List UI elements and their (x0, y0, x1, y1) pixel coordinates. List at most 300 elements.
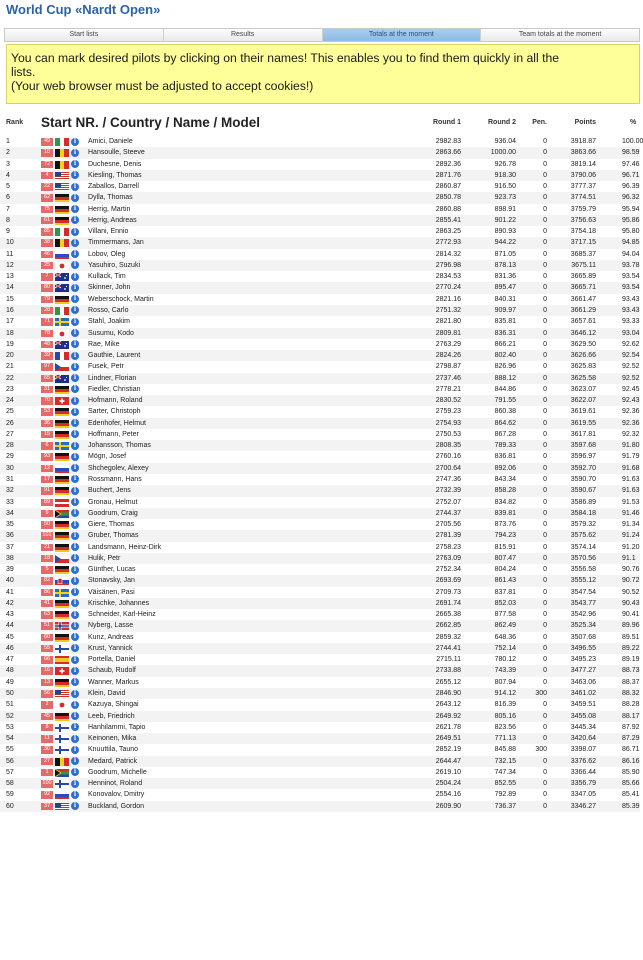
pilot-name-link[interactable]: Landsmann, Heinz-Dirk (88, 543, 162, 551)
percent-cell: 96.32 (622, 194, 640, 202)
percent-cell: 95.80 (622, 228, 640, 236)
pilot-name-link[interactable]: Mögn, Josef (88, 453, 127, 461)
round1-cell: 2860.88 (435, 205, 461, 213)
rank-cell: 26 (6, 419, 14, 427)
penalty-cell: 0 (543, 611, 547, 619)
table-row (0, 609, 640, 620)
rank-cell: 51 (6, 701, 14, 709)
points-cell: 3556.58 (570, 566, 596, 574)
round1-cell: 2554.16 (435, 791, 461, 799)
pilot-name-link[interactable]: Gauthie, Laurent (88, 352, 141, 360)
rank-cell: 12 (6, 261, 14, 269)
pilot-name-link[interactable]: Weberschock, Martin (88, 295, 154, 303)
info-icon[interactable]: i (71, 599, 79, 607)
de-flag-icon (55, 206, 69, 214)
table-row (0, 361, 640, 372)
de-flag-icon (55, 431, 69, 439)
round2-cell: 807.94 (494, 678, 516, 686)
percent-cell: 88.73 (622, 667, 640, 675)
round2-cell: 890.93 (494, 228, 516, 236)
round2-cell: 916.50 (494, 183, 516, 191)
table-row (0, 440, 640, 451)
round1-cell: 2760.16 (435, 453, 461, 461)
au-flag-icon (55, 284, 69, 292)
be-flag-icon (55, 758, 69, 766)
pilot-name-link[interactable]: Fiedler, Christian (88, 385, 141, 393)
notice-line-3: (Your web browser must be adjusted to accept cookies!) (11, 79, 314, 93)
info-icon[interactable]: i (71, 340, 79, 348)
info-icon[interactable]: i (71, 554, 79, 562)
round1-cell: 2752.07 (435, 498, 461, 506)
round2-cell: 862.49 (494, 622, 516, 630)
table-row (0, 271, 640, 282)
points-cell: 3376.62 (570, 757, 596, 765)
round1-cell: 2504.24 (435, 780, 461, 788)
round1-cell: 2855.41 (435, 216, 461, 224)
pilot-name-link[interactable]: Lobov, Oleg (88, 250, 126, 258)
round2-cell: 864.62 (494, 419, 516, 427)
round1-cell: 2808.35 (435, 442, 461, 450)
info-icon[interactable]: i (71, 306, 79, 314)
pilot-name-link[interactable]: Günther, Lucas (88, 566, 136, 574)
points-cell: 3555.12 (570, 577, 596, 585)
pilot-name-link[interactable]: Herrig, Andreas (88, 216, 137, 224)
be-flag-icon (55, 149, 69, 157)
pilot-name-link[interactable]: Villani, Ennio (88, 228, 129, 236)
info-icon[interactable]: i (71, 329, 79, 337)
points-cell: 3445.34 (570, 723, 596, 731)
rank-cell: 25 (6, 408, 14, 416)
pilot-name-link[interactable]: Edenhofer, Helmut (88, 419, 146, 427)
percent-cell: 91.34 (622, 521, 640, 529)
start-number-badge: 39 (41, 352, 53, 360)
points-cell: 3455.08 (570, 712, 596, 720)
penalty-cell: 0 (543, 768, 547, 776)
pilot-name-link[interactable]: Goodrum, Craig (88, 509, 138, 517)
round1-cell: 2852.19 (435, 746, 461, 754)
info-icon[interactable]: i (71, 611, 79, 619)
start-number-badge: 15 (41, 431, 53, 439)
penalty-cell: 0 (543, 475, 547, 483)
pilot-name-link[interactable]: Hulik, Petr (88, 554, 121, 562)
header-points: Points (574, 119, 596, 126)
info-icon[interactable]: i (71, 532, 79, 540)
percent-cell: 92.36 (622, 408, 640, 416)
info-icon[interactable]: i (71, 228, 79, 236)
us-flag-icon (55, 803, 69, 811)
info-icon[interactable]: i (71, 757, 79, 765)
round2-cell: 802.40 (494, 352, 516, 360)
pilot-name-link[interactable]: Fusek, Petr (88, 363, 124, 371)
za-flag-icon (55, 769, 69, 777)
info-icon[interactable]: i (71, 250, 79, 258)
info-icon[interactable]: i (71, 171, 79, 179)
sk-flag-icon (55, 577, 69, 585)
info-icon[interactable]: i (71, 430, 79, 438)
points-cell: 3543.77 (570, 599, 596, 607)
percent-cell: 91.68 (622, 464, 640, 472)
percent-cell: 92.32 (622, 430, 640, 438)
points-cell: 3790.06 (570, 171, 596, 179)
tab-results[interactable]: Results (164, 29, 323, 41)
points-cell: 3459.51 (570, 701, 596, 709)
table-row (0, 733, 640, 744)
info-icon[interactable]: i (71, 239, 79, 247)
pilot-name-link[interactable]: Hanhilammi, Tapio (88, 723, 146, 731)
rank-cell: 39 (6, 566, 14, 574)
info-icon[interactable]: i (71, 509, 79, 517)
pilot-name-link[interactable]: Krischke, Johannes (88, 599, 150, 607)
info-icon[interactable]: i (71, 588, 79, 596)
info-icon[interactable]: i (71, 667, 79, 675)
round1-cell: 2982.83 (435, 138, 461, 145)
jp-flag-icon (55, 701, 69, 709)
round2-cell: 845.88 (494, 746, 516, 754)
start-number-badge: 1 (41, 769, 53, 777)
pilot-name-link[interactable]: Gruber, Thomas (88, 532, 139, 540)
info-icon[interactable]: i (71, 363, 79, 371)
round1-cell: 2834.53 (435, 273, 461, 281)
pilot-name-link[interactable]: Schaub, Rudolf (88, 667, 136, 675)
start-number-badge: 101 (42, 532, 52, 539)
info-icon[interactable]: i (71, 149, 79, 157)
pilot-name-link[interactable]: Kunz, Andreas (88, 633, 134, 641)
info-icon[interactable]: i (71, 284, 79, 292)
round1-cell: 2863.66 (435, 149, 461, 157)
info-icon[interactable]: i (71, 690, 79, 698)
penalty-cell: 0 (543, 149, 547, 157)
round1-cell: 2763.29 (435, 340, 461, 348)
rank-cell: 33 (6, 498, 14, 506)
penalty-cell: 0 (543, 588, 547, 596)
pilot-name-link[interactable]: Zaballos, Darrell (88, 183, 139, 191)
percent-cell: 91.80 (622, 442, 640, 450)
rank-cell: 49 (6, 678, 14, 686)
pilot-name-link[interactable]: Keinonen, Mika (88, 735, 137, 743)
info-icon[interactable]: i (71, 622, 79, 630)
round1-cell: 2737.46 (435, 374, 461, 382)
pilot-name-link[interactable]: Sarter, Christoph (88, 408, 141, 416)
percent-cell: 85.90 (622, 768, 640, 776)
table-row (0, 722, 640, 733)
pilot-name-link[interactable]: Wanner, Markus (88, 678, 139, 686)
rank-cell: 53 (6, 723, 14, 731)
ch-flag-icon (55, 397, 69, 405)
penalty-cell: 0 (543, 622, 547, 630)
points-cell: 3661.47 (570, 295, 596, 303)
info-icon[interactable]: i (71, 498, 79, 506)
rank-cell: 2 (6, 149, 10, 157)
table-row (0, 406, 640, 417)
round2-cell: 836.31 (494, 329, 516, 337)
table-row (0, 767, 640, 778)
info-icon[interactable]: i (71, 318, 79, 326)
penalty-cell: 0 (543, 656, 547, 664)
info-icon[interactable]: i (71, 746, 79, 754)
table-row (0, 294, 640, 305)
rank-cell: 41 (6, 588, 14, 596)
pilot-name-link[interactable]: Timmermans, Jan (88, 239, 144, 247)
round1-cell: 2814.32 (435, 250, 461, 258)
pilot-name-link[interactable]: Klein, David (88, 690, 126, 698)
info-icon[interactable]: i (71, 566, 79, 574)
table-row (0, 632, 640, 643)
points-cell: 3675.11 (571, 261, 596, 269)
info-icon[interactable]: i (71, 194, 79, 202)
table-row (0, 463, 640, 474)
header-penalty: Pen. (532, 119, 547, 126)
pilot-name-link[interactable]: Kazuya, Shingai (88, 701, 139, 709)
rank-cell: 13 (6, 273, 14, 281)
start-number-badge: 75 (41, 206, 53, 214)
info-icon[interactable]: i (71, 543, 79, 551)
info-icon[interactable]: i (71, 408, 79, 416)
penalty-cell: 0 (543, 509, 547, 517)
info-icon[interactable]: i (71, 442, 79, 450)
info-icon[interactable]: i (71, 138, 79, 146)
info-icon[interactable]: i (71, 205, 79, 213)
pilot-name-link[interactable]: Johansson, Thomas (88, 442, 151, 450)
info-icon[interactable]: i (71, 735, 79, 743)
pilot-name-link[interactable]: Stonavsky, Jan (88, 577, 135, 585)
round1-cell: 2859.32 (435, 633, 461, 641)
au-flag-icon (55, 273, 69, 281)
tab-start-lists[interactable]: Start lists (5, 29, 164, 41)
round1-cell: 2649.92 (435, 712, 461, 720)
info-icon[interactable]: i (71, 385, 79, 393)
round1-cell: 2662.85 (435, 622, 461, 630)
round1-cell: 2619.10 (435, 768, 461, 776)
pilot-name-link[interactable]: Susumu, Kodo (88, 329, 134, 337)
info-icon[interactable]: i (71, 701, 79, 709)
pilot-name-link[interactable]: Krust, Yannick (88, 644, 133, 652)
info-icon[interactable]: i (71, 791, 79, 799)
points-cell: 3420.64 (570, 735, 596, 743)
au-flag-icon (55, 375, 69, 383)
penalty-cell: 0 (543, 712, 547, 720)
info-icon[interactable]: i (71, 712, 79, 720)
pilot-name-link[interactable]: Kiesling, Thomas (88, 171, 142, 179)
info-icon[interactable]: i (71, 295, 79, 303)
pilot-name-link[interactable]: Rae, Mike (88, 340, 120, 348)
pilot-name-link[interactable]: Nyberg, Lasse (88, 622, 134, 630)
rank-cell: 52 (6, 712, 14, 720)
start-number-badge: 5 (41, 566, 53, 574)
round1-cell: 2649.51 (435, 735, 461, 743)
ch-flag-icon (55, 667, 69, 675)
pilot-name-link[interactable]: Hoffmann, Peter (88, 430, 139, 438)
percent-cell: 90.43 (622, 599, 640, 607)
pilot-name-link[interactable]: Amici, Daniele (88, 138, 133, 145)
pilot-name-link[interactable]: Herrig, Martin (88, 205, 131, 213)
percent-cell: 87.92 (622, 723, 640, 731)
points-cell: 3356.79 (570, 780, 596, 788)
pilot-name-link[interactable]: Stahl, Joakim (88, 318, 131, 326)
pilot-name-link[interactable]: Dylla, Thomas (88, 194, 133, 202)
info-icon[interactable]: i (71, 633, 79, 641)
round2-cell: 807.47 (494, 554, 516, 562)
rank-cell: 28 (6, 442, 14, 450)
round1-cell: 2772.93 (435, 239, 461, 247)
round1-cell: 2892.36 (435, 160, 461, 168)
de-flag-icon (55, 600, 69, 608)
round1-cell: 2643.12 (435, 701, 461, 709)
points-cell: 3507.68 (570, 633, 596, 641)
start-number-badge: 92 (41, 791, 53, 799)
round1-cell: 2821.80 (435, 318, 461, 326)
pilot-name-link[interactable]: Buchert, Jens (88, 487, 131, 495)
round1-cell: 2863.25 (435, 228, 461, 236)
start-number-badge: 6 (41, 442, 53, 450)
points-cell: 3717.15 (570, 239, 596, 247)
pilot-name-link[interactable]: Knuuttila, Tauno (88, 746, 139, 754)
pilot-name-link[interactable]: Kullack, Tim (88, 273, 126, 281)
pilot-name-link[interactable]: Goodrum, Michelle (88, 768, 147, 776)
info-icon[interactable]: i (71, 780, 79, 788)
penalty-cell: 0 (543, 678, 547, 686)
pilot-name-link[interactable]: Leeb, Friedrich (88, 712, 135, 720)
pilot-name-link[interactable]: Duchesne, Denis (88, 160, 142, 168)
round1-cell: 2846.90 (435, 690, 461, 698)
start-number-badge: 82 (41, 577, 53, 585)
de-flag-icon (55, 194, 69, 202)
info-icon[interactable]: i (71, 273, 79, 281)
rank-cell: 5 (6, 183, 10, 191)
notice-line-1: You can mark desired pilots by clicking on their names! This enables you to find them quickly in all the (11, 51, 560, 65)
percent-cell: 92.36 (622, 419, 640, 427)
pilot-name-link[interactable]: Rossmann, Hans (88, 475, 142, 483)
rank-cell: 44 (6, 622, 14, 630)
info-icon[interactable]: i (71, 678, 79, 686)
round2-cell: 834.82 (494, 498, 516, 506)
info-icon[interactable]: i (71, 453, 79, 461)
info-icon[interactable]: i (71, 374, 79, 382)
pilot-name-link[interactable]: Yasuhiro, Suzuki (88, 261, 141, 269)
tab-team-totals[interactable]: Team totals at the moment (481, 29, 639, 41)
info-icon[interactable]: i (71, 216, 79, 224)
info-icon[interactable]: i (71, 397, 79, 405)
points-cell: 3574.14 (570, 543, 596, 551)
rank-cell: 50 (6, 690, 14, 698)
round2-cell: 877.58 (494, 611, 516, 619)
round2-cell: 837.81 (494, 588, 516, 596)
be-flag-icon (55, 239, 69, 247)
info-icon[interactable]: i (71, 183, 79, 191)
pilot-name-link[interactable]: Portella, Daniel (88, 656, 136, 664)
points-cell: 3590.70 (570, 475, 596, 483)
pilot-name-link[interactable]: Schneider, Karl-Heinz (88, 611, 156, 619)
pilot-name-link[interactable]: Giere, Thomas (88, 521, 135, 529)
table-row (0, 215, 640, 226)
info-icon[interactable]: i (71, 723, 79, 731)
info-icon[interactable]: i (71, 487, 79, 495)
info-icon[interactable]: i (71, 577, 79, 585)
pilot-name-link[interactable]: Henninot, Roland (88, 780, 143, 788)
penalty-cell: 0 (543, 667, 547, 675)
info-icon[interactable]: i (71, 521, 79, 529)
info-icon[interactable]: i (71, 656, 79, 664)
pilot-name-link[interactable]: Gronau, Helmut (88, 498, 138, 506)
penalty-cell: 0 (543, 171, 547, 179)
table-row (0, 756, 640, 767)
start-number-badge: 17 (41, 476, 53, 484)
round1-cell: 2700.64 (435, 464, 461, 472)
ru-flag-icon (55, 791, 69, 799)
info-icon[interactable]: i (71, 464, 79, 472)
points-cell: 3759.79 (570, 205, 596, 213)
rank-cell: 38 (6, 554, 14, 562)
tab-totals-at-the-moment[interactable]: Totals at the moment (323, 29, 482, 41)
pilot-name-link[interactable]: Hansoulle, Steeve (88, 149, 145, 157)
pilot-name-link[interactable]: Lindner, Florian (88, 374, 137, 382)
rank-cell: 18 (6, 329, 14, 337)
info-icon[interactable]: i (71, 419, 79, 427)
start-number-badge: 31 (41, 386, 53, 394)
penalty-cell: 0 (543, 701, 547, 709)
points-cell: 3629.50 (570, 340, 596, 348)
rank-cell: 59 (6, 791, 14, 799)
info-icon[interactable]: i (71, 768, 79, 776)
percent-cell: 85.39 (622, 802, 640, 810)
pilot-name-link[interactable]: Hofmann, Roland (88, 397, 143, 405)
penalty-cell: 0 (543, 442, 547, 450)
pilot-name-link[interactable]: Shchegolev, Alexey (88, 464, 149, 472)
pilot-name-link[interactable]: Buckland, Gordon (88, 802, 145, 810)
table-row (0, 260, 640, 271)
start-number-badge: 27 (41, 758, 53, 766)
table-row (0, 316, 640, 327)
info-icon[interactable]: i (71, 644, 79, 652)
round2-cell: 732.15 (494, 757, 516, 765)
penalty-cell: 0 (543, 566, 547, 574)
points-cell: 3657.61 (570, 318, 596, 326)
penalty-cell: 0 (543, 408, 547, 416)
table-row (0, 384, 640, 395)
table-row (0, 485, 640, 496)
table-row (0, 699, 640, 710)
round2-cell: 780.12 (494, 656, 516, 664)
table-row (0, 519, 640, 530)
info-icon[interactable]: i (71, 802, 79, 810)
start-number-badge: 8 (41, 724, 53, 732)
fi-flag-icon (55, 645, 69, 653)
info-icon[interactable]: i (71, 352, 79, 360)
pilot-name-link[interactable]: Skinner, John (88, 284, 131, 292)
points-cell: 3597.68 (570, 442, 596, 450)
info-icon[interactable]: i (71, 475, 79, 483)
points-cell: 3622.07 (570, 397, 596, 405)
start-number-badge: 21 (41, 544, 53, 552)
table-row (0, 429, 640, 440)
info-icon[interactable]: i (71, 261, 79, 269)
points-cell: 3575.62 (570, 532, 596, 540)
pilot-name-link[interactable]: Väisänen, Pasi (88, 588, 135, 596)
round1-cell: 2860.87 (435, 183, 461, 191)
pilot-name-link[interactable]: Konovalov, Dmitry (88, 791, 145, 799)
pilot-name-link[interactable]: Rosso, Carlo (88, 306, 129, 314)
pilot-name-link[interactable]: Medard, Patrick (88, 757, 138, 765)
round1-cell: 2732.39 (435, 487, 461, 495)
de-flag-icon (55, 408, 69, 416)
table-row (0, 204, 640, 215)
info-icon[interactable]: i (71, 160, 79, 168)
rank-cell: 30 (6, 464, 14, 472)
table-row (0, 451, 640, 462)
rank-cell: 36 (6, 532, 14, 540)
rank-cell: 27 (6, 430, 14, 438)
points-cell: 3665.71 (570, 284, 596, 292)
percent-cell: 91.46 (622, 509, 640, 517)
